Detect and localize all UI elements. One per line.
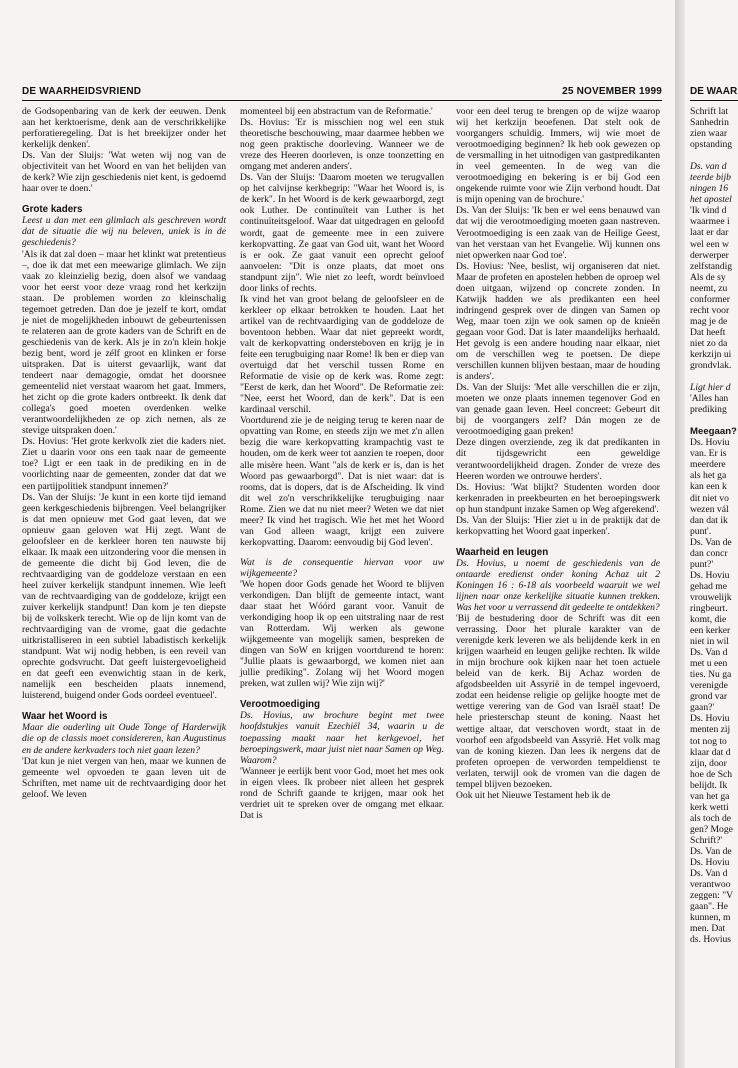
- facing-page-line: gen? Moge: [690, 823, 733, 835]
- facing-page-line: meerdere: [690, 459, 726, 471]
- facing-page-line: Als de sy: [690, 271, 726, 283]
- paragraph: Ds. Van der Sluijs: 'Je kunt in een korte tijd iemand geen kerkgeschiedenis bijbrengen. Veel belangrijker is dat men opnieuw met God gaat leven, dat we opnieuw gaan geloven wat Hij zegt. Want de geloofsleer en de kerkleer horen ten nauwste bij elkaar. Ik maak een uitzondering voor die mensen in de gemeente die dicht bij God leven, die de rechtvaardiging van de goddeloze verstaan en een heel zuiver kerkelijk standpunt innemen. Wie leeft van de rechtvaardiging van de goddeloze, krijgt een zuiver kerkelijk standpunt! Dan kom je ten diepste bij de volkskerk terecht. Wie op de lijn komt van de rechtvaardiging van de vrome, gaat die gedachte uitkristalliseren in een subtiel labadistisch kerkelijk standpunt. Wat wij nodig hebben, is een reveil van oprechte godsvrucht. Dat geeft luistergevoeligheid en dat geeft een evenwichtig staan in de kerk, namelijk een bescheiden plaats innemend, luisterend, buigend onder Gods oordeel eventueel'.: [22, 491, 226, 702]
- running-head: [22, 86, 662, 100]
- facing-page-line: zijn, door: [690, 757, 727, 769]
- interview-question: Leest u dan met een glimlach als geschreven wordt dat de situatie die wij nu beleven, uniek is in de geschiedenis?: [22, 215, 226, 249]
- facing-page-line: Ds. Van de: [690, 846, 732, 857]
- paragraph: 'Als ik dat zal doen – maar het klinkt wat pretentieus –, doe ik dat met een meewarige glimlach. We zijn vaak zo kleinzielig bezig, doen alsof we vandaag voor het eerst voor deze vraag rond het kerkzijn staan. De problemen worden zo kleinschalig tegemoet getreden. Dan doe je jezelf te kort, omdat je niet de mogelijkheden inbouwt de gebeurtenissen te relateren aan de grote kaders van de Schrift en de geschiedenis van de kerk. Als je in zo'n klein hokje bezig bent, word je zélf groot en klinken er forse uitspraken. Dat is uiterst gevaarlijk, want dat tendeert naar demagogie, omdat het doorsnee gemeentelid niet verstaat waarom het gaat. Immers, het zicht op die grote kaders ontbreekt. Ik denk dat collega's goed moeten overdenken welke verantwoordelijkheden ze op zich nemen, als ze stevige uitspraken doen.': [22, 248, 226, 437]
- facing-page-line: Ds. Van de: [690, 536, 732, 548]
- facing-page-line: Ligt hier d: [690, 382, 731, 394]
- facing-page-line: als het ga: [690, 470, 727, 482]
- facing-page-line: Ds. Hoviu: [690, 713, 730, 725]
- facing-page-line: derwerper: [690, 249, 729, 261]
- facing-page-line: verantwoo: [690, 879, 731, 891]
- paragraph: Ds. Hovius: 'Het grote kerkvolk ziet die kaders niet. Ziet u daarin voor ons een taak naar de gemeente toe? Ligt er een taak in de prediking en in de voorlichting naar de gemeenten, zonder dat dat we een partijpolitiek standpunt innemen?': [22, 436, 226, 492]
- facing-page-line: belijdt. Ik: [690, 779, 728, 791]
- paragraph: Ds. Van der Sluijs: 'Wat weten wij nog van de objectiviteit van het Woord en van het belijden van de kerk? Wie zijn geschiedenis niet kent, is gedoemd haar over te doen.': [22, 150, 226, 195]
- facing-page-line: Ds. Van d: [690, 647, 728, 659]
- paragraph: momenteel bij een abstractum van de Reformatie.': [240, 106, 433, 117]
- paragraph: 'We hopen door Gods genade het Woord te blijven verkondigen. Dan blijft de gemeente intact, want daar staat het Wóórd garant voor. Vanuit de verkondiging hoop ik op een uitstraling naar de rest van Rotterdam. Wij werken als gewone wijkgemeente van mogelijk samen, bespreken de dingen van SoW en krijgen voortdurend te horen: "Jullie plaats is gewaarborgd, we komen niet aan jullie prediking". Zolang wij het Woord mogen preken, wat zullen wij? Wie zijn wij?': [240, 578, 444, 690]
- facing-page-text: [690, 106, 738, 945]
- facing-page-line: als toch de: [690, 812, 732, 824]
- facing-page-line: ringbeurt.: [690, 602, 728, 614]
- interview-question: Wat is de consequentie hiervan voor uw wijkgemeente?: [240, 556, 444, 579]
- paragraph: de Godsopenbaring van de kerk der eeuwen. Denk aan het kerktoerisme, denk aan de verschrikkelijke perforatieregeling. Dat is het breekijzer onder het kerkelijk denken'.: [22, 106, 226, 151]
- facing-page-line: Ds. Hoviu: [690, 569, 730, 581]
- paragraph: Ds. Van der Sluijs: 'Ik ben er wel eens benauwd van dat wij die verootmoediging moeten gaan nastreven. Verootmoediging is een zaak van de Heilige Geest, van het verstaan van het Evangelie. Wij kunnen ons niet opwerken naar God toe'.: [456, 205, 660, 261]
- facing-page-line: dit niet vo: [690, 492, 729, 504]
- facing-page-line: niet zo da: [690, 337, 728, 349]
- paragraph: Ds. Hovius: 'Er is misschien nog wel een stuk theoretische beschouwing, maar daarmee hebben we nog geen praktische doorleving. Wanneer we de vreze des Heeren doorleven, is onze toonzetting en omgang met anderen anders'.: [240, 117, 444, 173]
- interview-question: Ds. Hovius, u noemt de geschiedenis van de ontaarde eredienst onder koning Achaz uit 2 Koningen 16 : 6-18 als voorbeeld waaruit we wel lijnen naar onze kerkelijke situatie kunnen trekken. Was het voor u verrassend dit gedeelte te ontdekken?: [456, 557, 660, 614]
- facing-page-line: [690, 415, 738, 426]
- facing-page-line: zeggen: "V: [690, 890, 734, 902]
- facing-page-line: 'Alles han: [690, 393, 729, 405]
- facing-page-line: punt'.: [690, 525, 712, 537]
- facing-page-line: tot nog to: [690, 735, 727, 747]
- facing-page-line: zelfstandig: [690, 260, 733, 272]
- facing-page-line: neemt, zu: [690, 282, 728, 294]
- facing-page-line: kerkzijn ui: [690, 348, 732, 360]
- facing-page-line: [690, 371, 738, 382]
- subheading: Verootmoediging: [240, 699, 321, 711]
- facing-page-header: DE WAAR: [690, 86, 738, 97]
- facing-page-line: een kerker: [690, 625, 731, 637]
- paragraph: 'Wanneer je eerlijk bent voor God, moet het mes ook in eigen vlees. Ik probeer niet alleen het gesprek rond de Schrift gaande te krijgen, maar ook het verdriet uit te spreken over de omgang met elkaar. Dat is: [240, 765, 444, 821]
- facing-page-line: Ds. Hoviu: [690, 437, 730, 449]
- column-1: [22, 106, 226, 800]
- facing-page-line: het apostel: [690, 194, 732, 206]
- facing-page-line: wezen vál: [690, 503, 729, 515]
- facing-page-line: men. Dat: [690, 923, 726, 935]
- facing-page-line: met u een: [690, 658, 728, 670]
- paragraph: Ds. Hovius: 'Nee, beslist, wij organiseren dat niet. Maar de profeten en apostelen hebben de oproep wel doen uitgaan, wijzend op concrete zonden. In Katwijk hadden we als predikanten een heel indringend gesprek over de dingen van Samen op Weg, maar toen zijn we ook samen op de knieën gegaan voor God. Dat is later maandelijks herhaald. Het gevolg is een andere houding naar elkaar, niet om de verschillen weg te poetsen. De diepe verschillen kunnen blijven bestaan, maar de houding is anders'.: [456, 260, 660, 383]
- subheading: Grote kaders: [22, 204, 83, 216]
- subheading: Waar het Woord is: [22, 711, 108, 723]
- facing-page-line: punt?': [690, 558, 714, 570]
- paragraph: 'Dat kun je niet vergen van hen, maar we kunnen de gemeente wel opvoeden te gaan leven uit de Schriften, met name uit de rechtvaardiging door het geloof. We leven: [22, 755, 226, 800]
- facing-page-line: grond var: [690, 691, 728, 703]
- facing-page-line: Ds. van d: [690, 161, 727, 173]
- column-2: [240, 106, 444, 821]
- facing-page-line: recht voor: [690, 304, 730, 316]
- paragraph: Ds. Van der Sluijs: 'Met alle verschillen die er zijn, moeten we onze plaats innemen tegenover God en van genade gaan leven. Heel concreet: Gebeurt dit bij de voorgangers zelf? Dán mogen ze de verootmoediging gaan preken!: [456, 382, 660, 438]
- facing-page-line: hoe de Sch: [690, 768, 733, 780]
- facing-page-line: Meegaan?: [690, 426, 737, 438]
- facing-page-line: klaar dat d: [690, 746, 731, 758]
- facing-page-line: wel een w: [690, 238, 729, 250]
- facing-page-line: kerk wetti: [690, 801, 729, 813]
- facing-page-line: gaan?': [690, 702, 715, 714]
- facing-page-line: dan concr: [690, 547, 728, 559]
- facing-page-line: laat er dar: [690, 227, 729, 239]
- facing-page-line: van. Er is: [690, 448, 727, 460]
- facing-page-line: Schrift?': [690, 834, 723, 846]
- column-3: [456, 106, 660, 801]
- paragraph: Voortdurend zie je de neiging terug te keren naar de opvatting van Rome, en steeds zijn we met z'n allen bezig die ware kerkopvatting krampachtig vast te houden, om de kerk weer tot aanzien te roepen, door alle misère heen. Want "als de kerk er is, dan is het Woord pas gewaarborgd". Dat is niet waar: dat is rooms, dat is dopers, dat is de Afscheiding. Ik vind dit wel zo'n verschrikkelijke terugbuiging naar Rome. Zien we dat nu niet meer? Weten we dat niet meer? Ik vind het tragisch. Wie het met het Woord van God alleen waagt, krijgt een zuivere kerkopvatting. Daarom: eenvoudig bij God leven'.: [240, 415, 444, 548]
- facing-page-line: opstanding: [690, 139, 733, 151]
- facing-page-line: [690, 150, 738, 161]
- facing-page-line: kan een k: [690, 481, 727, 493]
- facing-page-line: komt, die: [690, 614, 727, 626]
- publication-name: DE WAARHEIDSVRIEND: [22, 86, 142, 97]
- facing-page-line: 'Ik vind d: [690, 205, 727, 217]
- facing-page-line: Schrift lat: [690, 106, 729, 117]
- facing-page-line: niet in wil: [690, 636, 729, 648]
- facing-page-line: ties. Nu ga: [690, 669, 732, 681]
- paragraph: Ook uit het Nieuwe Testament heb ik de: [456, 789, 611, 801]
- facing-page-line: gehad me: [690, 580, 728, 592]
- header-rule: [22, 100, 662, 101]
- facing-page-line: Ds. Van d: [690, 868, 728, 880]
- facing-page-line: dan dat ik: [690, 514, 728, 526]
- paragraph: Deze dingen overziende, zeg ik dat predikanten in dit tijdsgewricht een geweldige verantwoordelijkheid dragen. Zonder de vreze des Heeren worden we ontrouwe herders'.: [456, 437, 660, 482]
- facing-page-line: mag je de: [690, 315, 728, 327]
- facing-page-line: verenigde: [690, 680, 728, 692]
- paragraph: Ik vind het van groot belang de geloofsleer en de kerkleer op elkaar betrokken te houden. Laat het artikel van de rechtvaardiging van de goddeloze de boventoon hebben. Waar dat niet gepreekt wordt, valt de kerkopvatting ondersteboven en krijg je in feite een terugbuiging naar Rome! Ik ben er diep van overtuigd dat het verschil tussen Rome en Reformatie de visie op de kerk was. Rome zegt: "Eerst de kerk, dan het Woord". De Reformatie zei: "Nee, eerst het Woord, dan de kerk". Dat is een kardinaal verschil.: [240, 293, 444, 416]
- issue-date: 25 NOVEMBER 1999: [562, 86, 662, 97]
- facing-page-line: conformer: [690, 293, 730, 305]
- facing-page-line: van het ga: [690, 790, 730, 802]
- page-gutter: [675, 0, 685, 1068]
- facing-page-line: menten zij: [690, 724, 731, 736]
- paragraph: Ds. Van der Sluijs: 'Hier ziet u in de praktijk dat de kerkopvatting het Woord gaat inperken'.: [456, 514, 660, 537]
- facing-page-line: waarmee i: [690, 216, 730, 228]
- facing-page-line: vrouwelijk: [690, 591, 732, 603]
- interview-question: Maar die ouderling uit Oude Tonge of Harderwijk die op de classis moet considereren, kan Augustinus en de andere kerkvaders toch niet gaan lezen?: [22, 722, 226, 756]
- subheading: Waarheid en leugen: [456, 546, 549, 558]
- facing-page-line: grondvlak.: [690, 360, 732, 372]
- facing-page-line: zien waar: [690, 128, 728, 140]
- facing-page-rule: [690, 100, 738, 101]
- paragraph: 'Bij de bestudering door de Schrift was dit een verrassing. Door het plurale karakter van de verenigde kerk leveren we als belijdende kerk in en krijgen waarheid en leugen gelijke rechten. Ik wilde in mijn brochure ook kijken naar het toen actuele beleid van de kerk. Bij Achaz worden de afgodsbeelden uit Assyrië in de tempel ingevoerd, zodat een heidense religie op gelijke hoogte met de wettige verering van de God van Israël staat! De hele priesterschap steunt de koning. Naast het wettige altaar, dat verschoven wordt, staat in de voorhof een afgodsbeeld van Assyrië. Het volk mag van de koning kiezen. Dan lees ik nergens dat de profeten oproepen de verworden tempeldienst te verlaten, terwijl ook de vromen van die dagen de tempel blijven bezoeken.: [456, 613, 660, 790]
- facing-page-line: gaan". He: [690, 901, 729, 913]
- facing-page-line: kunnen, m: [690, 912, 731, 924]
- interview-question: Ds. Hovius, uw brochure begint met twee hoofdstukjes vanuit Ezechiël 34, waarin u de toepassing maakt naar het kerkgevoel, het beroepingswerk, maar juist niet naar Samen op Weg. Waarom?: [240, 710, 444, 766]
- paragraph: Ds. Van der Sluijs: 'Daarom moeten we terugvallen op het calvijnse kerkbegrip: "Waar het Woord is, is de kerk". In het Woord is de kerk gewaarborgd, zegt ook Luther. De continuïteit van Luther is het continuïteitsgeloof. Waar dat uitgedragen en geloofd wordt, gaat de gemeente mee in een zuivere kerkopvatting. Ze gaat van God uit, want het Woord is er ook. Ze gaat vanuit een oprecht geloof aanvoelen: "Dit is onze plaats, dat moet ons standpunt zijn". Wie niet zo leeft, wordt beïnvloed door links of rechts.: [240, 172, 444, 294]
- paragraph: voor een deel terug te brengen op de wijze waarop wij het kerkzijn beoefenen. Dat stelt ook de voorgangers schuldig. Immers, wij wie moet de verootmoediging beginnen? Ik heb ook gewezen op de versmalling in het uitnodigen van gastpredikanten in veel gemeenten. In de weg van die verootmoediging en bekering is er bij God een ongekende ruimte voor wie Zijn verbond houdt. Dat is mijn opening van de brochure.': [456, 106, 660, 206]
- facing-page-line: Ds. Hoviu: [690, 857, 730, 869]
- facing-page-line: prediking: [690, 404, 727, 416]
- facing-page-line: ningen 16: [690, 183, 729, 195]
- facing-page-line: ds. Hovius: [690, 934, 732, 946]
- facing-page-line: Dat heeft: [690, 326, 726, 338]
- paragraph: Ds. Hovius: 'Wat blijkt? Studenten worden door kerkenraden in preekbeurten en het beroepingswerk op hun standpunt inzake Samen op Weg afgerekend'.: [456, 481, 660, 515]
- facing-page-line: Sanhedrin: [690, 117, 729, 129]
- facing-page-edge: [685, 0, 738, 1068]
- facing-page-line: teerde bijb: [690, 172, 731, 184]
